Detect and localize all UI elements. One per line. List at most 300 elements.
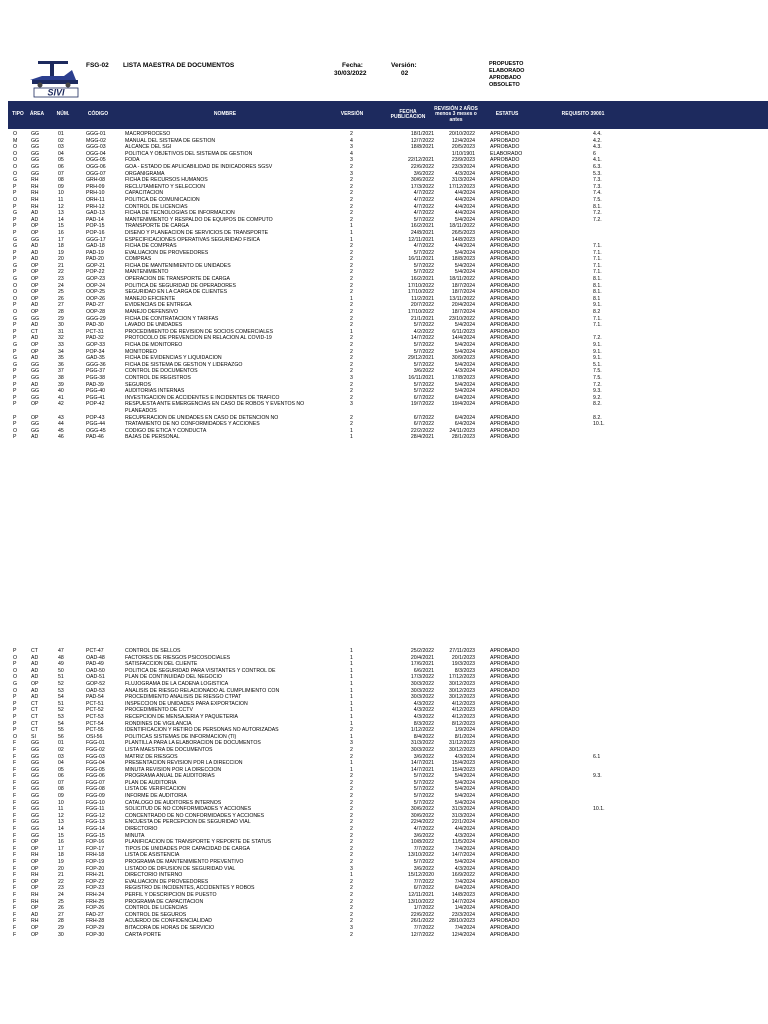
cell-fecha: 5/7/2022 [413,342,434,348]
cell-revision: 20/5/2023 [451,144,475,151]
cell-codigo: POP-34 [86,348,105,355]
cell-revision: 30/12/2023 [449,680,475,687]
cell-version: 1 [350,720,353,727]
cell-revision: 5/4/2024 [454,269,475,276]
cell-tipo: P [13,648,17,654]
cell-codigo: FGG-03 [86,753,105,760]
cell-version: 2 [350,885,353,892]
cell-estatus: APROBADO [490,760,520,767]
cell-nombre: FICHA DE COMPRAS [125,243,177,250]
cell-area: GG [31,427,40,434]
cell-estatus: APROBADO [490,687,520,694]
cell-estatus: APROBADO [490,348,520,355]
cell-revision: 7/4/2024 [454,845,475,852]
cell-area: GG [31,163,40,170]
cell-estatus: APROBADO [490,832,520,839]
cell-num: 45 [58,427,64,434]
role-obsoleto: OBSOLETO [489,82,520,88]
cell-tipo: P [13,322,17,329]
cell-num: 08 [58,177,64,184]
cell-num: 09 [58,793,64,800]
cell-area: RH [31,177,39,184]
cell-estatus: APROBADO [490,262,520,269]
cell-nombre: PERFIL Y DESCRIPCION DE PUESTO [125,891,217,898]
cell-revision: 15/4/2023 [451,760,475,767]
cell-revision: 14/4/2024 [451,335,475,342]
cell-estatus: APROBADO [490,434,520,441]
cell-revision: 19/4/2024 [451,401,475,408]
cell-tipo: P [13,249,17,256]
cell-fecha: 20/7/2022 [410,302,434,309]
cell-tipo: P [13,229,17,236]
cell-version: 2 [350,309,353,316]
cell-version: 2 [350,859,353,865]
cell-nombre: PROCEDIMIENTO DE CCTV [125,707,193,714]
cell-requisito: 7.2. [593,210,602,217]
fecha-value: 30/03/2022 [334,70,367,77]
cell-tipo: F [13,918,17,925]
col-requisito: REQUISITO 39001 [561,111,605,118]
document-title: LISTA MAESTRA DE DOCUMENTOS [123,62,235,69]
cell-revision: 7/4/2024 [454,924,475,931]
cell-fecha: 5/7/2022 [413,799,434,806]
cell-nombre: CONTROL DE REGISTROS [125,374,191,381]
cell-area: AD [31,911,39,918]
cell-tipo: F [13,779,17,786]
cell-tipo: F [13,885,17,892]
cell-nombre: MINUTA REVISION POR LA DIRECCION [125,766,222,773]
cell-tipo: O [13,309,18,316]
cell-area: GG [31,157,40,164]
cell-estatus: APROBADO [490,137,520,144]
cell-requisito: 4.3. [593,144,602,151]
cell-version: 1 [350,328,353,335]
cell-area: AD [31,661,39,668]
cell-num: 15 [58,832,64,839]
cell-area: GG [31,753,40,760]
cell-estatus: APROBADO [490,342,520,348]
cell-num: 17 [58,236,64,243]
cell-estatus: APROBADO [490,427,520,434]
cell-area: RH [31,872,39,879]
cell-nombre: TIPOS DE UNIDADES POR CAPACIDAD DE CARGA [125,845,251,852]
cell-revision: 18/11/2022 [449,223,475,230]
cell-fecha: 20/4/2021 [410,654,434,661]
cell-area: AD [31,302,39,309]
cell-tipo: F [13,852,17,859]
cell-num: 20 [58,865,64,872]
cell-requisito: 7.2. [593,381,602,388]
cell-area: GG [31,137,40,144]
cell-fecha: 21/1/2021 [410,315,434,322]
cell-num: 22 [58,878,64,885]
fecha-label: Fecha: [342,62,363,69]
cell-estatus: APROBADO [490,374,520,381]
cell-tipo: F [13,766,17,773]
cell-area: GG [31,374,40,381]
cell-requisito: 6.3. [593,163,602,170]
cell-revision: 17/8/2023 [451,374,475,381]
cell-estatus: APROBADO [490,163,520,170]
cell-estatus: APROBADO [490,361,520,368]
col-estatus: ESTATUS [495,111,519,118]
cell-nombre: REGISTRO DE INCIDENTES, ACCIDENTES Y ROBOS [125,885,255,892]
cell-codigo: OAD-50 [86,667,105,674]
cell-requisito: 8.1. [593,203,602,210]
cell-revision: 30/12/2023 [449,687,475,694]
cell-nombre: ALCANCE DEL SGI [125,144,172,151]
cell-revision: 4/4/2024 [454,190,475,197]
cell-num: 03 [58,753,64,760]
cell-num: 23 [58,276,64,283]
cell-nombre: GOA - ESTADO DE APLICABILIDAD DE INDICADORES SGSV [125,163,273,170]
cell-codigo: OOP-26 [86,295,106,302]
cell-tipo: G [13,361,18,368]
cell-tipo: P [13,335,17,342]
cell-nombre: SEGUROS [125,381,151,388]
cell-nombre: DIRECTORIO [125,826,158,833]
cell-requisito: 9.1. [593,302,602,309]
cell-area: OP [31,295,39,302]
col-revision: REVISIÓN 2 AÑOS menos 3 meses o antes [434,105,478,123]
cell-version: 2 [350,911,353,918]
cell-area: RH [31,891,39,898]
cell-num: 38 [58,374,64,381]
cell-codigo: OAD-48 [86,654,105,661]
cell-estatus: APROBADO [490,905,520,912]
cell-area: CT [31,700,38,707]
cell-estatus: APROBADO [490,190,520,197]
cell-num: 41 [58,394,64,401]
cell-num: 32 [58,335,64,342]
cell-tipo: P [13,401,17,408]
cell-estatus: APROBADO [490,276,520,283]
cell-requisito: 4.1. [593,157,602,164]
cell-version: 2 [350,315,353,322]
cell-tipo: F [13,859,17,865]
cell-estatus: APROBADO [490,144,520,151]
cell-revision: 14/7/2024 [451,898,475,905]
cell-fecha: 24/8/2021 [410,229,434,236]
cell-requisito: 7.2. [593,335,602,342]
cell-area: OP [31,885,39,892]
cell-tipo: O [13,170,18,177]
cell-nombre: PROGRAMA DE CAPACITACIÓN [125,898,204,905]
cell-nombre: IDENTIFICACIÓN Y RETIRO DE PERSONAS NO AUTORIZADAS [125,727,279,734]
cell-version: 2 [350,746,353,753]
cell-estatus: APROBADO [490,766,520,773]
cell-fecha: 4/7/2022 [413,243,434,250]
cell-fecha: 30/6/2022 [410,177,434,184]
cell-area: CT [31,648,38,654]
cell-version: 1 [350,434,353,441]
cell-nombre: MANTENIMIENTO Y RESPALDO DE EQUIPOS DE COMPUTO [125,216,273,223]
cell-fecha: 6/7/2022 [413,394,434,401]
cell-version: 1 [350,707,353,714]
cell-estatus: APROBADO [490,335,520,342]
cell-estatus: APROBADO [490,269,520,276]
cell-area: AD [31,249,39,256]
cell-nombre: CONCENTRADO DE NO CONFORMIDADES Y ACCIONES [125,812,265,819]
cell-version: 2 [350,348,353,355]
cell-num: 53 [58,687,64,694]
cell-codigo: FOP-26 [86,905,105,912]
cell-num: 56 [58,733,64,740]
cell-tipo: O [13,282,18,289]
cell-fecha: 1/12/2022 [410,727,434,734]
cell-nombre: TRATAMIENTO DE NO CONFORMIDADES Y ACCIONES [125,421,260,428]
cell-revision: 4/12/2023 [451,707,475,714]
cell-revision: 1/9/2024 [454,727,475,734]
cell-fecha: 6/7/2022 [413,885,434,892]
cell-version: 2 [350,826,353,833]
cell-num: 11 [58,806,64,813]
cell-codigo: FOP-16 [86,839,105,846]
cell-area: OP [31,924,39,931]
cell-codigo: FGG-13 [86,819,105,826]
cell-estatus: APROBADO [490,654,520,661]
cell-requisito: 5.3. [593,170,602,177]
cell-nombre: BAJAS DE PERSONAL [125,434,180,441]
cell-estatus: APROBADO [490,421,520,428]
cell-num: 11 [58,196,64,203]
cell-estatus: APROBADO [490,786,520,793]
cell-num: 14 [58,826,64,833]
cell-revision: 26/5/2023 [451,229,475,236]
cell-requisito: 7.5. [593,368,602,375]
cell-requisito: 9.2. [593,394,602,401]
cell-num: 35 [58,355,64,362]
cell-fecha: 16/11/2021 [408,374,434,381]
cell-estatus: APROBADO [490,911,520,918]
cell-tipo: G [13,210,18,217]
cell-estatus: APROBADO [490,388,520,395]
cell-version: 2 [350,878,353,885]
cell-version: 2 [350,779,353,786]
cell-version: 2 [350,388,353,395]
cell-tipo: P [13,727,17,734]
cell-codigo: OOP-24 [86,282,106,289]
cell-nombre: EVALUACION DE PROVEEDORES [125,878,209,885]
cell-version: 2 [350,773,353,780]
cell-estatus: APROBADO [490,210,520,217]
cell-fecha: 11/2/2021 [411,295,434,302]
cell-estatus: APROBADO [490,355,520,362]
cell-nombre: PLANTILLA PARA LA ELABORACIÓN DE DOCUMENTOS [125,740,261,747]
cell-codigo: GOP-33 [86,342,106,348]
cell-version: 4 [350,150,353,157]
cell-estatus: APROBADO [490,183,520,190]
cell-codigo: FGG-12 [86,812,105,819]
cell-estatus: APROBADO [490,170,520,177]
cell-codigo: PCT-52 [86,707,104,714]
cell-num: 26 [58,295,64,302]
cell-revision: 4/4/2024 [454,243,475,250]
cell-tipo: O [13,427,18,434]
cell-version: 1 [350,760,353,767]
cell-codigo: PAD-39 [86,381,104,388]
cell-revision: 31/3/2024 [451,177,475,184]
cell-fecha: 5/7/2022 [413,773,434,780]
cell-requisito: 9.3. [593,773,602,780]
col-codigo: CÓDIGO [87,111,109,118]
cell-num: 15 [58,223,64,230]
role-aprobado: APROBADO [489,75,522,81]
cell-revision: 6/4/2024 [454,394,475,401]
cell-num: 40 [58,388,64,395]
cell-area: GG [31,819,40,826]
cell-version: 2 [350,322,353,329]
cell-revision: 24/11/2023 [449,427,475,434]
cell-fecha: 29/12/2021 [408,355,434,362]
cell-estatus: APROBADO [490,891,520,898]
cell-revision: 4/12/2023 [451,700,475,707]
cell-codigo: FGG-09 [86,793,105,800]
cell-codigo: PCT-55 [86,727,104,734]
cell-tipo: P [13,183,17,190]
cell-version: 2 [350,276,353,283]
cell-tipo: P [13,216,17,223]
cell-tipo: G [13,355,18,362]
cell-nombre: PLANIFICACION DE TRANSPORTE Y REPORTE DE STATUS [125,839,272,846]
cell-revision: 15/4/2023 [451,766,475,773]
cell-area: RH [31,196,39,203]
cell-tipo: O [13,667,18,674]
cell-fecha: 12/11/2021 [408,891,434,898]
cell-estatus: APROBADO [490,713,520,720]
cell-estatus: APROBADO [490,216,520,223]
cell-tipo: P [13,190,17,197]
cell-fecha: 18/1/2021 [410,131,434,137]
cell-num: 10 [58,190,64,197]
cell-estatus: APROBADO [490,806,520,813]
cell-requisito: 4.2. [593,137,602,144]
cell-fecha: 5/7/2022 [413,361,434,368]
role-propuesto: PROPUESTO [489,61,524,67]
cell-fecha: 16/2/2021 [410,223,434,230]
cell-nombre: CONTROL DE SEGUROS [125,911,187,918]
cell-version: 3 [350,865,353,872]
cell-estatus: APROBADO [490,680,520,687]
cell-fecha: 31/3/2022 [410,740,434,747]
cell-area: GG [31,786,40,793]
cell-fecha: 30/3/2022 [410,687,434,694]
cell-area: GG [31,793,40,800]
cell-nombre: POLITICA Y OBJETIVOS DEL SISTEMA DE GESTION [125,150,253,157]
cell-codigo: OGG-04 [86,150,106,157]
cell-requisito: 7.1. [593,262,602,269]
cell-revision: 4/4/2024 [454,826,475,833]
cell-revision: 4/3/2024 [454,170,475,177]
cell-num: 12 [58,203,64,210]
cell-num: 25 [58,898,64,905]
cell-requisito: 7.4. [593,190,602,197]
cell-codigo: GGG-17 [86,236,106,243]
cell-revision: 23/3/2024 [451,911,475,918]
cell-revision: 4/3/2024 [454,753,475,760]
cell-tipo: F [13,865,17,872]
cell-codigo: OGG-45 [86,427,106,434]
cell-area: OP [31,680,39,687]
cell-fecha: 3/6/2022 [413,832,434,839]
cell-tipo: P [13,713,17,720]
cell-revision: 5/4/2024 [454,262,475,269]
cell-area: GG [31,150,40,157]
cell-codigo: GAD-13 [86,210,105,217]
cell-nombre: CONTROL DE LICENCIAS [125,203,188,210]
cell-area: GG [31,421,40,428]
cell-revision: 22/1/2024 [451,819,475,826]
cell-revision: 12/4/2024 [451,137,475,144]
cell-num: 30 [58,322,64,329]
cell-tipo: P [13,256,17,263]
cell-estatus: APROBADO [490,773,520,780]
cell-fecha: 15/12/2020 [408,872,434,879]
cell-num: 30 [58,931,64,938]
cell-tipo: O [13,654,18,661]
cell-area: OP [31,414,39,421]
cell-requisito: 5.1. [593,361,602,368]
cell-num: 51 [58,700,64,707]
cell-codigo: OOP-28 [86,309,106,316]
cell-codigo: GGG-29 [86,315,106,322]
cell-requisito: 7.1. [593,243,602,250]
cell-num: 20 [58,256,64,263]
cell-version: 3 [350,924,353,931]
cell-tipo: P [13,203,17,210]
cell-revision: 31/12/2023 [449,740,475,747]
cell-area: OP [31,859,39,865]
cell-num: 29 [58,315,64,322]
cell-area: CT [31,720,38,727]
cell-fecha: 22/6/2022 [410,911,434,918]
cell-codigo: POP-42 [86,401,105,408]
cell-num: 25 [58,289,64,296]
cell-tipo: O [13,687,18,694]
cell-num: 01 [58,740,64,747]
cell-tipo: F [13,746,17,753]
cell-codigo: GAD-35 [86,355,105,362]
status-roles [489,61,524,89]
cell-codigo: PAD-20 [86,256,104,263]
cell-revision: 4/3/2024 [454,832,475,839]
cell-revision: 19/3/2023 [451,661,475,668]
cell-fecha: 10/8/2022 [410,839,434,846]
col-nombre: NOMBRE [213,111,237,118]
cell-nombre: BITACORA DE HORAS DE SERVICIO [125,924,215,931]
cell-tipo: G [13,680,18,687]
cell-version: 2 [350,394,353,401]
cell-estatus: APROBADO [490,315,520,322]
cell-nombre: PLAN DE CONTINUIDAD DEL NEGOCIO [125,674,222,681]
cell-nombre: MINUTA [125,832,145,839]
cell-version: 2 [350,931,353,938]
cell-version: 2 [350,190,353,197]
cell-tipo: O [13,196,18,203]
cell-revision: 14/8/2023 [451,891,475,898]
cell-fecha: 8/3/2022 [413,720,434,727]
cell-nombre: SEGURIDAD EN LA CARGA DE CLIENTES [125,289,228,296]
cell-version: 2 [350,262,353,269]
cell-version: 2 [350,753,353,760]
cell-nombre: INSPECCIÓN DE UNIDADES PARA EXPORTACION [125,700,248,707]
cell-fecha: 4/7/2022 [413,203,434,210]
cell-nombre: FICHA DE SISTEMA DE GESTION Y LIDERAZGO [125,361,243,368]
col-tipo: TIPO [12,111,24,118]
cell-revision: 5/4/2024 [454,381,475,388]
cell-estatus: APROBADO [490,839,520,846]
cell-version: 2 [350,210,353,217]
